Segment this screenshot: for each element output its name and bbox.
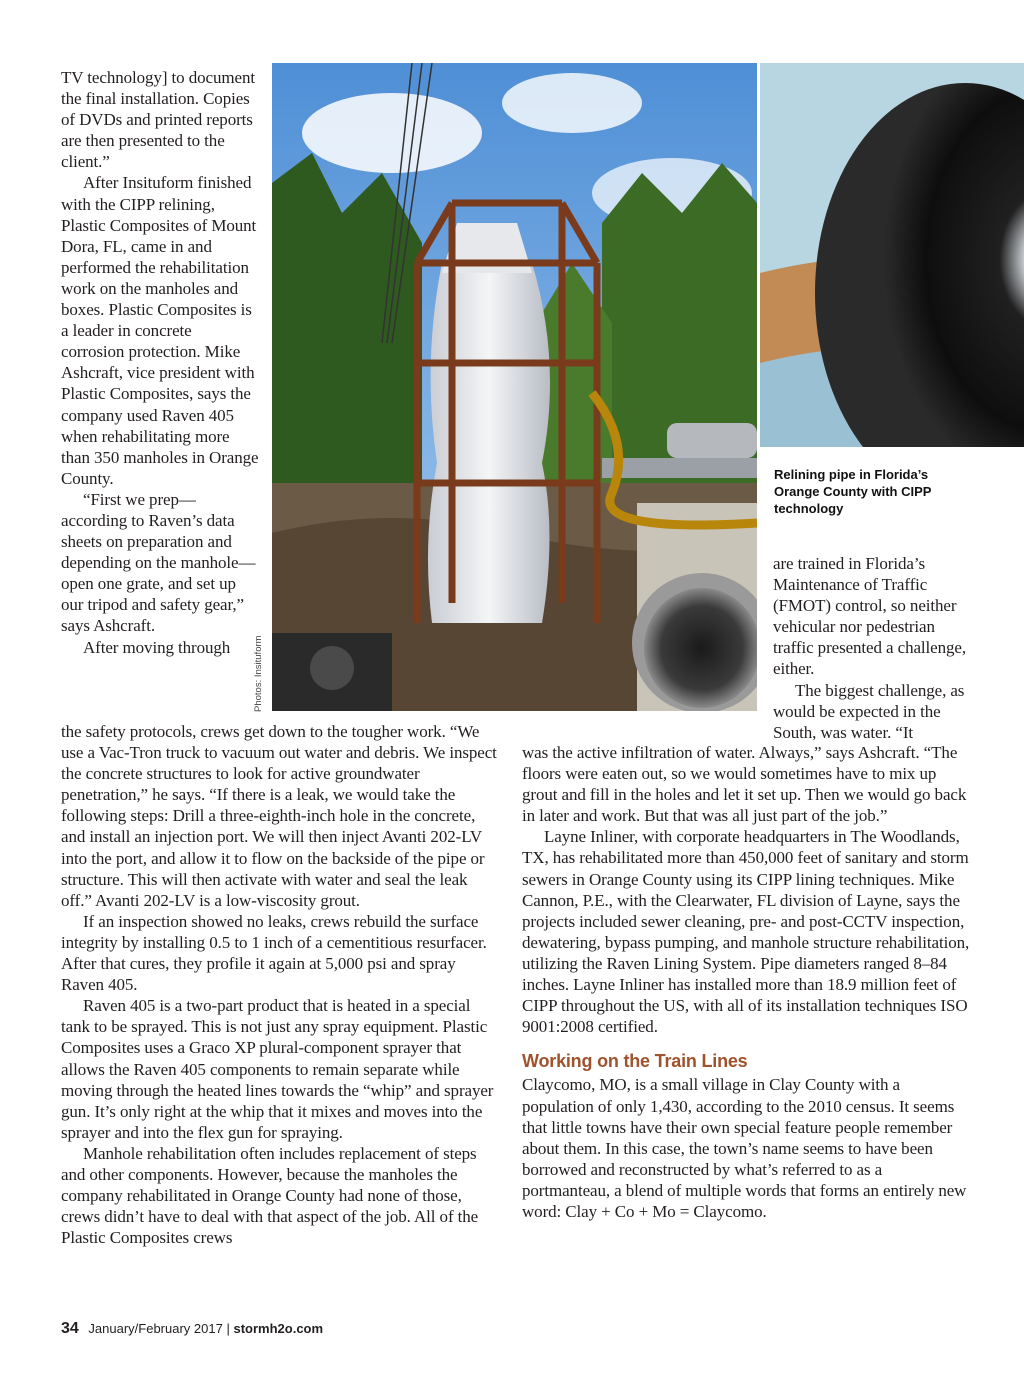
photo-caption: Relining pipe in Florida’s Orange County with CIPP technology [774,467,932,516]
pipe-interior-photo [760,63,1024,447]
paragraph: After moving through [83,637,231,657]
manhole-liner-photo [272,63,757,711]
article-column-right [522,742,970,1222]
photo-credit: Photos: Insituform [253,635,264,712]
page-footer [61,1320,323,1338]
paragraph: Claycomo, MO, is a small village in Clay County with a population of only 1,430, according to the 2010 census. It seems that little towns have their own special feature people remember about them. In this case, the town’s name seems to have been borrowed and reconstructed by what’s referred to as a portmanteau, a blend of multiple words that forms an entirely new word: Clay + Co + Mo = Claycomo. [522,1075,967,1221]
paragraph: “First we prep—according to Raven’s data sheets on preparation and depending on the manhole—open one grate, and set up our tripod and safety gear,” says Ashcraft. [61,489,256,636]
paragraph: After Insituform finished with the CIPP relining, Plastic Composites of Mount Dora, FL, came in and performed the rehabilitation work on the manholes and boxes. Plastic Composites is a leader in concrete corrosion protection. Mike Ashcraft, vice president with Plastic Composites, says the company used Raven 405 when rehabilitating more than 350 manholes in Orange County. [61,173,259,488]
article-column-narrow-right [773,553,973,743]
footer-separator: | [226,1321,230,1336]
paragraph: Manhole rehabilitation often includes replacement of steps and other components. However, because the manholes the company rehabilitated in Orange County had none of those, crews didn’t have to deal with that aspect of the job. All of the Plastic Composites crews [61,1143,479,1248]
issue-date: January/February 2017 [88,1321,223,1336]
paragraph: was the active infiltration of water. Always,” says Ashcraft. “The floors were eaten out, so we would sometimes have to mix up grout and fill in the holes and let it set up. Then we would go back in later and work. But that was all just part of the job.” [522,743,967,826]
page-number: 34 [61,1320,79,1337]
paragraph: If an inspection showed no leaks, crews rebuild the surface integrity by installing 0.5 to 1 inch of a cementitious resurfacer. After that cures, they profile it again at 5,000 psi and spray Raven 405. [61,911,487,995]
paragraph: TV technology] to document the final installation. Copies of DVDs and printed reports are then presented to the client.” [61,68,255,172]
article-column-left [61,721,499,1248]
paragraph: The biggest challenge, as would be expected in the South, was water. “It [773,680,965,742]
article-column-narrow-left [61,67,259,658]
paragraph: Raven 405 is a two-part product that is heated in a special tank to be sprayed. This is not just any spray equipment. Plastic Composites uses a Graco XP plural-component sprayer that allows the Raven 405 components to remain separate while moving through the heated lines towards the “whip” and sprayer gun. It’s only right at the whip that it mixes and moves into the sprayer and into the flex gun for spraying. [61,996,494,1142]
section-heading: Working on the Train Lines [522,1051,748,1072]
paragraph: are trained in Florida’s Maintenance of Traffic (FMOT) control, so neither vehicular nor pedestrian traffic presented a challenge, either. [773,554,967,679]
paragraph: Layne Inliner, with corporate headquarters in The Woodlands, TX, has rehabilitated more than 450,000 feet of sanitary and storm sewers in Orange County using its CIPP lining techniques. Mike Cannon, P.E., with the Clearwater, FL division of Layne, says the projects included sewer cleaning, pre- and post-CCTV inspection, dewatering, bypass pumping, and manhole structure rehabilitation, utilizing the Raven Lining System. Pipe diameters ranged 8–84 inches. Layne Inliner has installed more than 18.9 million feet of CIPP throughout the US, with all of its installation techniques ISO 9001:2008 certified. [522,827,970,1037]
website-link[interactable]: stormh2o.com [233,1321,324,1336]
paragraph: the safety protocols, crews get down to the tougher work. “We use a Vac-Tron truck to vacuum out water and debris. We inspect the concrete structures to look for active groundwater penetration,” he says. “If there is a leak, we would take the following steps: Drill a three-eighth-inch hole in the concrete, and install an injection port. We will then inject Avanti 202-LV into the port, and allow it to flow on the backside of the pipe or structure. This will then activate with water and seal the leak off.” Avanti 202-LV is a low-viscosity grout. [61,722,497,910]
